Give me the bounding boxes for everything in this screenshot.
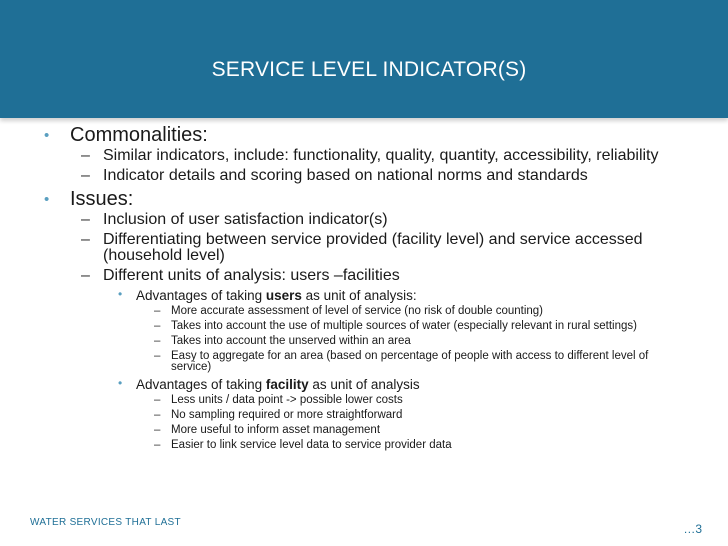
bullet-commonalities [0,124,728,146]
advantage-text: No sampling required or more straightforward [171,409,403,421]
sub-bullet-text: Similar indicators, include: functionality, quality, quantity, accessibility, reliability [103,147,659,164]
advantage-item [0,351,728,373]
advantage-text: Less units / data point -> possible lower costs [171,394,403,406]
heading-suffix: as unit of analysis [308,377,420,392]
dash-icon: – [154,394,161,406]
sub-bullet [0,232,728,264]
advantage-item [0,321,728,332]
sub-bullet [0,148,728,164]
advantage-item [0,395,728,406]
advantage-text: Easy to aggregate for an area (based on percentage of people with access to different level of service) [171,350,649,373]
dash-icon: – [154,335,161,347]
heading-emphasis: users [265,288,302,303]
heading-prefix: Advantages of taking [136,377,266,392]
advantage-text: More useful to inform asset management [171,424,381,436]
dash-icon: – [154,350,161,362]
slide-title: SERVICE LEVEL INDICATOR(S) [211,58,527,81]
dash-icon: – [154,439,161,451]
bullet-issues [0,188,728,210]
dash-icon: – [154,305,161,317]
sub-bullet-text: Different units of analysis: users –facilities [103,267,400,284]
dash-icon: – [154,409,161,421]
advantage-item [0,336,728,347]
sub-bullet-text: Inclusion of user satisfaction indicator(s) [103,211,388,228]
bullet-dot-icon: • [118,287,123,301]
sub-bullet [0,168,728,184]
dash-icon: – [154,424,161,436]
sub-bullet-text: Differentiating between service provided (facility level) and service accessed (household level) [103,231,643,264]
heading-prefix: Advantages of taking [136,288,266,303]
advantage-text: Takes into account the use of multiple sources of water (especially relevant in rural settings) [171,320,637,332]
advantage-text: More accurate assessment of level of service (no risk of double counting) [171,305,544,317]
advantage-item [0,425,728,436]
bullet-dot-icon: • [44,127,50,144]
slide-number: …3 [683,522,702,536]
advantage-item [0,410,728,421]
advantage-item [0,306,728,317]
dash-icon: – [154,320,161,332]
sub-bullet [0,268,728,284]
sub-bullet-text: Indicator details and scoring based on national norms and standards [103,167,588,184]
heading-emphasis: facility [265,377,309,392]
bullet-label: Commonalities: [70,124,208,146]
bullet-dot-icon: • [44,191,50,208]
slide-body [0,124,728,455]
dash-icon: – [81,231,90,248]
facility-advantages-heading [0,377,728,392]
advantage-item [0,440,728,451]
sub-bullet [0,212,728,228]
dash-icon: – [81,167,90,184]
dash-icon: – [81,211,90,228]
bullet-dot-icon: • [118,376,123,390]
title-banner [0,0,728,118]
footer-tagline: WATER SERVICES THAT LAST [30,517,181,528]
advantage-text: Takes into account the unserved within an area [171,335,411,347]
dash-icon: – [81,147,90,164]
bullet-label: Issues: [70,188,134,210]
advantage-text: Easier to link service level data to service provider data [171,439,452,451]
users-advantages-heading [0,288,728,303]
dash-icon: – [81,267,90,284]
heading-suffix: as unit of analysis: [301,288,417,303]
